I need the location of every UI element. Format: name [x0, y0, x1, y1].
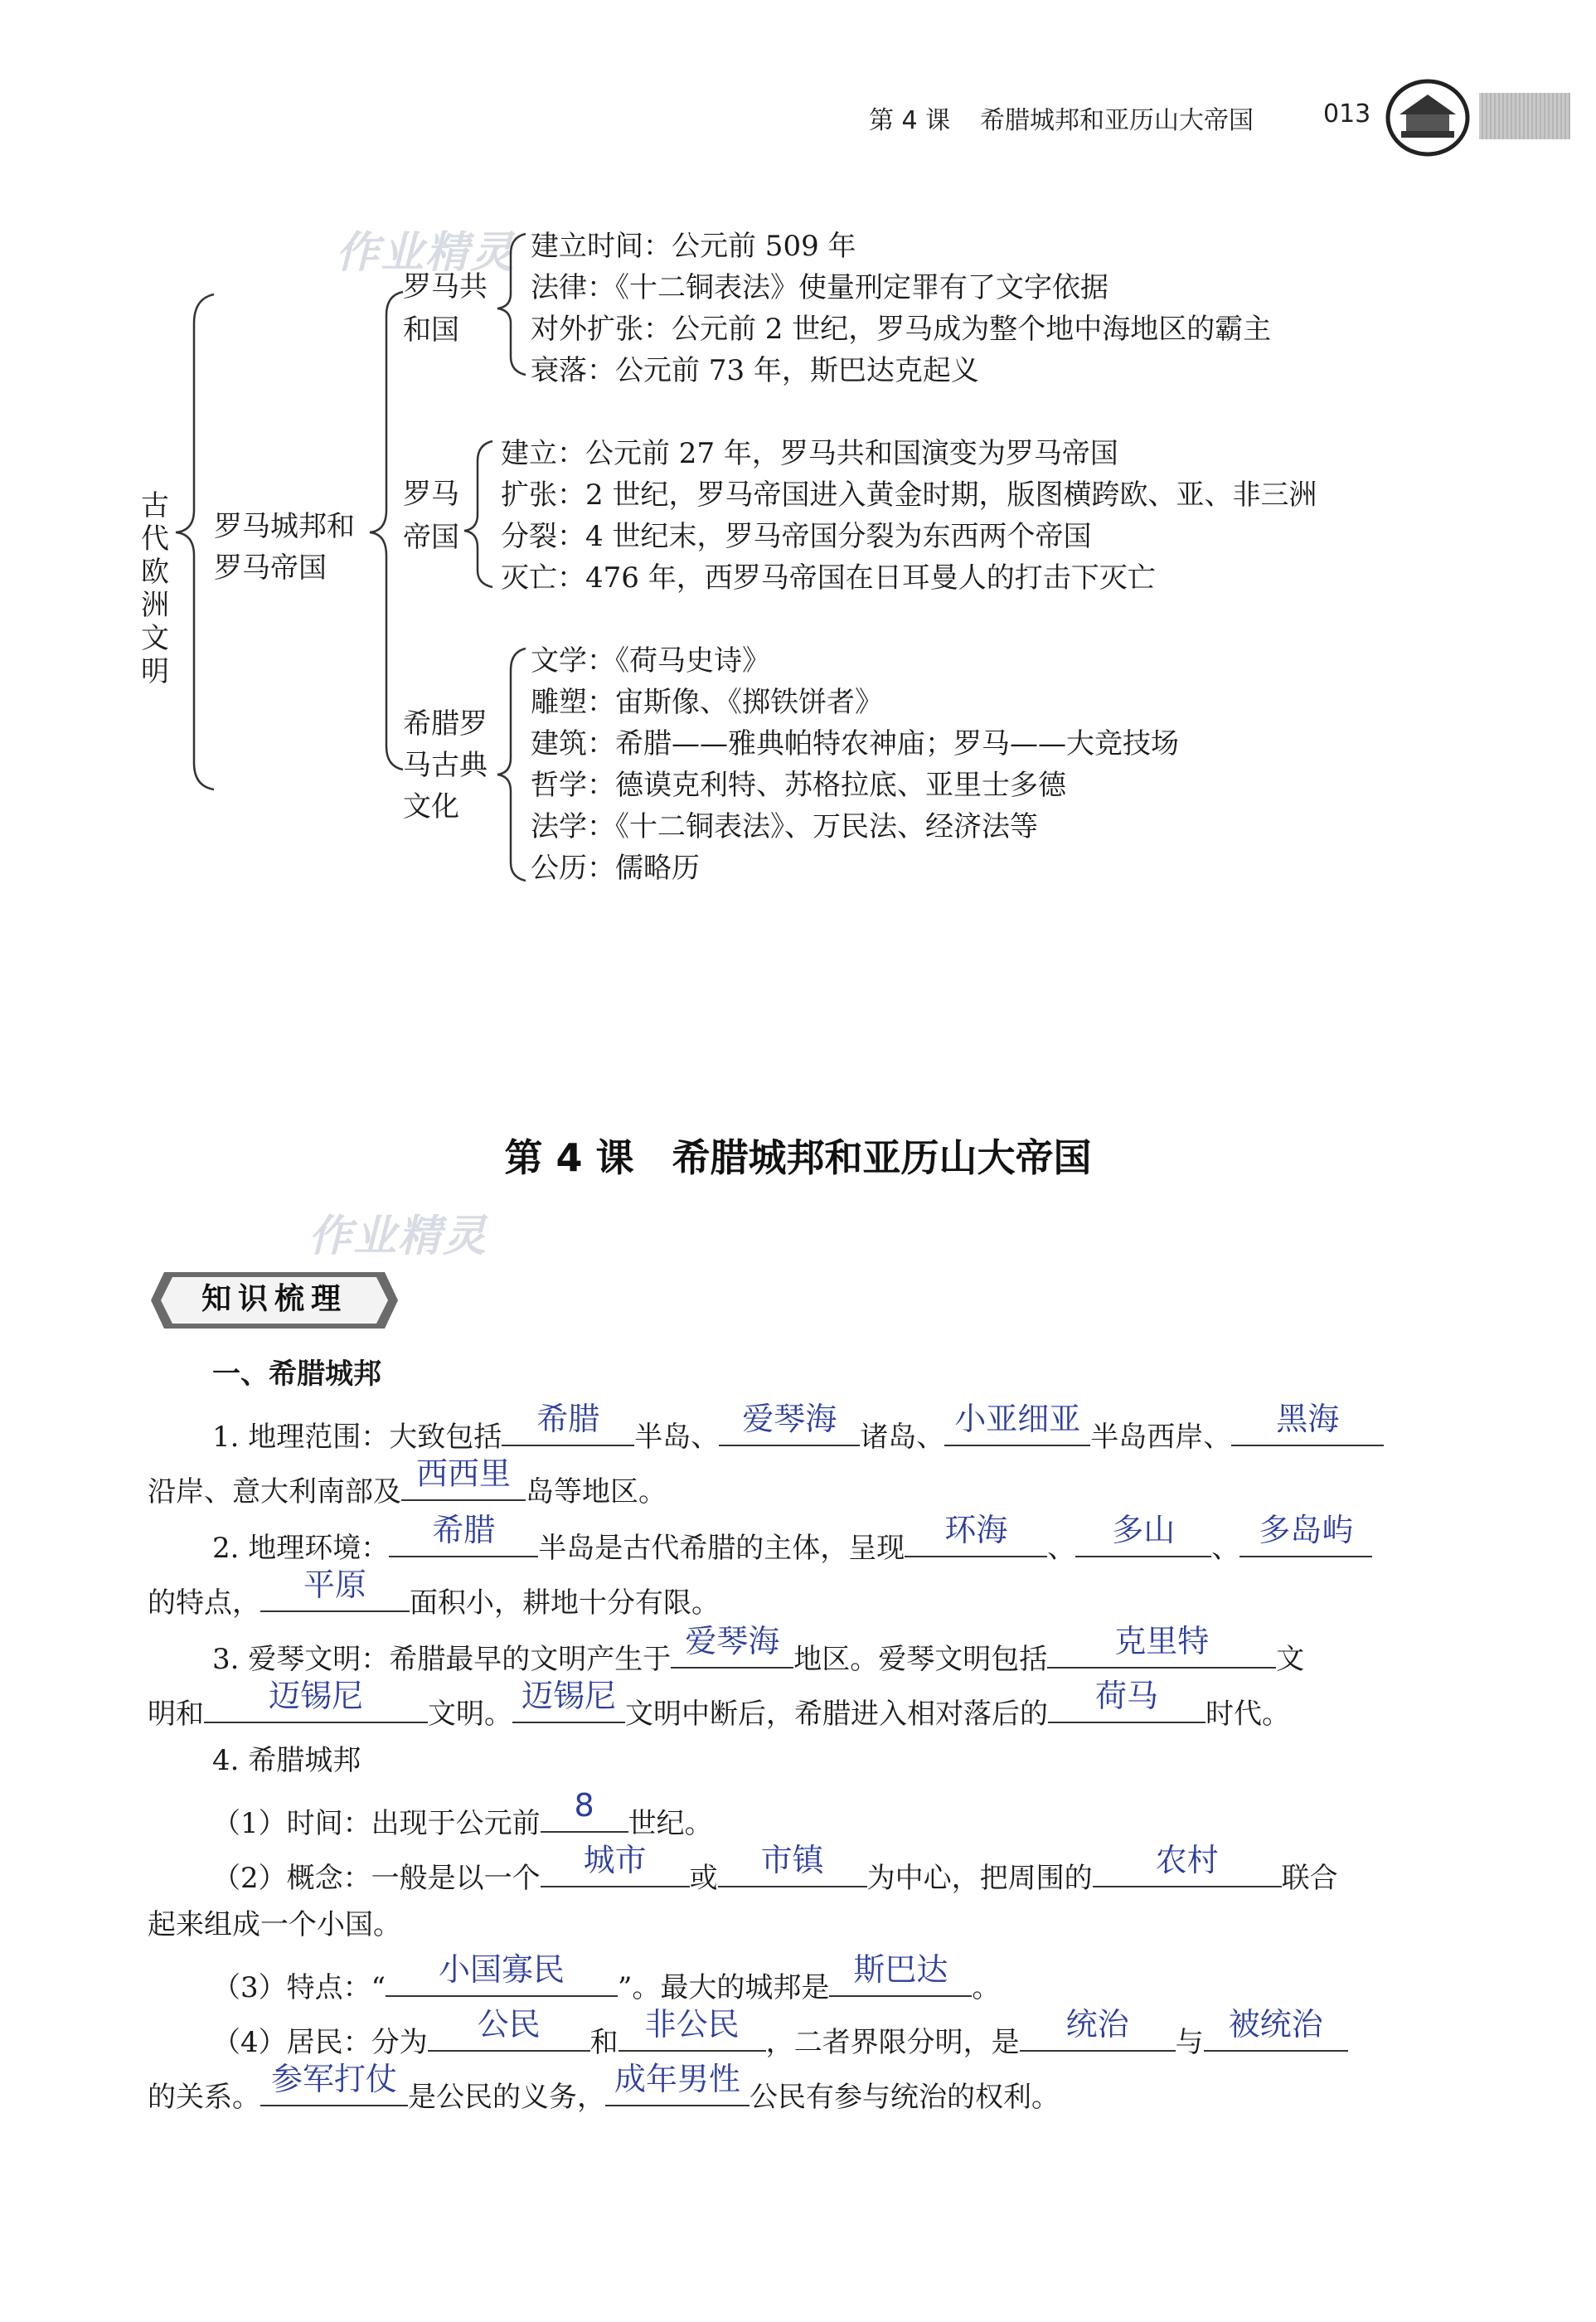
- answer-blank: 统治: [1020, 2014, 1176, 2052]
- watermark-middle: 作业精灵: [308, 1212, 488, 1261]
- header-page-number: 013: [1323, 100, 1371, 129]
- answer-blank: 迈锡尼: [512, 1685, 625, 1723]
- tree-item: 文学：《荷马史诗》: [531, 644, 770, 678]
- tree-item: 雕塑：宙斯像、《掷铁饼者》: [531, 686, 883, 719]
- tree-item: 建立时间：公元前 509 年: [531, 230, 856, 263]
- q4-s4-line1: （4）居民：分为 公民 和 非公民 ，二者界限分明，是 统治 与 被统治: [212, 2014, 1348, 2063]
- group-label-roman-empire: 罗马 帝国: [403, 478, 459, 554]
- answer-blank: 迈锡尼: [204, 1685, 428, 1723]
- answer-blank: 城市: [541, 1849, 690, 1887]
- tree-item: 扩张：2 世纪，罗马帝国进入黄金时期，版图横跨欧、亚、非三洲: [501, 478, 1317, 512]
- q2-line1: 2. 地理环境： 希腊 半岛是古代希腊的主体，呈现 环海 、 多山 、 多岛屿: [212, 1519, 1372, 1569]
- answer-blank: 小国寡民: [386, 1959, 618, 1997]
- tree-item: 建筑：希腊——雅典帕特农神庙；罗马——大竞技场: [531, 727, 1179, 760]
- answer-blank: 环海: [905, 1519, 1047, 1557]
- answer-blank: 非公民: [619, 2014, 766, 2052]
- answer-blank: 8: [541, 1795, 628, 1833]
- answer-blank: 希腊: [502, 1408, 634, 1446]
- tree-item: 法学：《十二铜表法》、万民法、经济法等: [531, 810, 1038, 843]
- answer-blank: 被统治: [1204, 2014, 1348, 2052]
- q3-line2: 明和 迈锡尼 文明。 迈锡尼 文明中断后，希腊进入相对落后的 荷马 时代。: [148, 1678, 1290, 1731]
- answer-blank: 克里特: [1047, 1630, 1276, 1669]
- answer-blank: 小亚细亚: [944, 1408, 1090, 1446]
- answer-blank: 参军打仗: [260, 2068, 408, 2106]
- q4-s2-line2: 起来组成一个小国。: [148, 1908, 401, 1941]
- q4-s4-line2: 的关系。 参军打仗 是公民的义务， 成年男性 公民有参与统治的权利。: [148, 2061, 1060, 2114]
- tree-item: 法律：《十二铜表法》使量刑定罪有了文字依据: [531, 271, 1108, 304]
- tree-level1: 罗马城邦和罗马帝国: [214, 510, 355, 585]
- answer-blank: 多岛屿: [1239, 1519, 1372, 1557]
- section-heading: 一、希腊城邦: [212, 1358, 381, 1391]
- answer-blank: 希腊: [389, 1519, 538, 1557]
- tree-item: 分裂：4 世纪末，罗马帝国分裂为东西两个帝国: [501, 520, 1092, 553]
- answer-blank: 斯巴达: [829, 1959, 972, 1997]
- answer-blank: 爱琴海: [719, 1408, 860, 1446]
- group-label-classical-culture: 希腊罗 马古典 文化: [403, 707, 488, 823]
- tree-item: 哲学：德谟克利特、苏格拉底、亚里士多德: [531, 769, 1066, 802]
- header-title: 希腊城邦和亚历山大帝国: [980, 106, 1254, 135]
- answer-blank: 西西里: [401, 1463, 526, 1501]
- tree-item: 公历：儒略历: [531, 852, 700, 885]
- answer-blank: 平原: [260, 1574, 410, 1612]
- answer-blank: 爱琴海: [671, 1630, 793, 1669]
- lesson-title: 第 4 课 希腊城邦和亚历山大帝国: [504, 1135, 1092, 1180]
- answer-blank: 公民: [428, 2014, 590, 2052]
- answer-blank: 市镇: [718, 1849, 867, 1887]
- q2-line2: 的特点， 平原 面积小，耕地十分有限。: [148, 1567, 720, 1620]
- tree-item: 灭亡：476 年，西罗马帝国在日耳曼人的打击下灭亡: [501, 561, 1156, 595]
- watermark-top: 作业精灵: [336, 228, 516, 278]
- header-lesson: 第 4 课: [869, 106, 951, 135]
- tree-root: 古代欧洲文明: [141, 489, 169, 688]
- answer-blank: 多山: [1075, 1519, 1211, 1557]
- answer-blank: 荷马: [1048, 1685, 1205, 1723]
- tree-item: 对外扩张：公元前 2 世纪，罗马成为整个地中海地区的霸主: [531, 313, 1272, 346]
- q1-line1: 1. 地理范围：大致包括 希腊 半岛、 爱琴海 诸岛、 小亚细亚 半岛西岸、 黑海: [212, 1408, 1384, 1458]
- q1-line2: 沿岸、意大利南部及 西西里 岛等地区。: [148, 1455, 667, 1508]
- q4-s2-line1: （2）概念：一般是以一个 城市 或 市镇 为中心，把周围的 农村 联合: [212, 1842, 1338, 1895]
- q3-line1: 3. 爱琴文明：希腊最早的文明产生于 爱琴海 地区。爱琴文明包括 克里特 文: [212, 1623, 1305, 1676]
- answer-blank: 黑海: [1231, 1408, 1384, 1446]
- q4-s1: （1）时间：出现于公元前 8 世纪。: [212, 1787, 713, 1840]
- group-label-roman-republic: 罗马共 和国: [403, 270, 488, 347]
- tree-item: 建立：公元前 27 年，罗马共和国演变为罗马帝国: [501, 437, 1118, 470]
- answer-blank: 成年男性: [605, 2068, 749, 2106]
- q4-title: 4. 希腊城邦: [212, 1744, 361, 1777]
- q4-s3: （3）特点：“ 小国寡民 ”。最大的城邦是 斯巴达 。: [212, 1951, 1001, 2004]
- section-badge-text: 知识梳理: [201, 1282, 347, 1316]
- tree-item: 衰落：公元前 73 年，斯巴达克起义: [531, 354, 979, 387]
- answer-blank: 农村: [1093, 1849, 1282, 1887]
